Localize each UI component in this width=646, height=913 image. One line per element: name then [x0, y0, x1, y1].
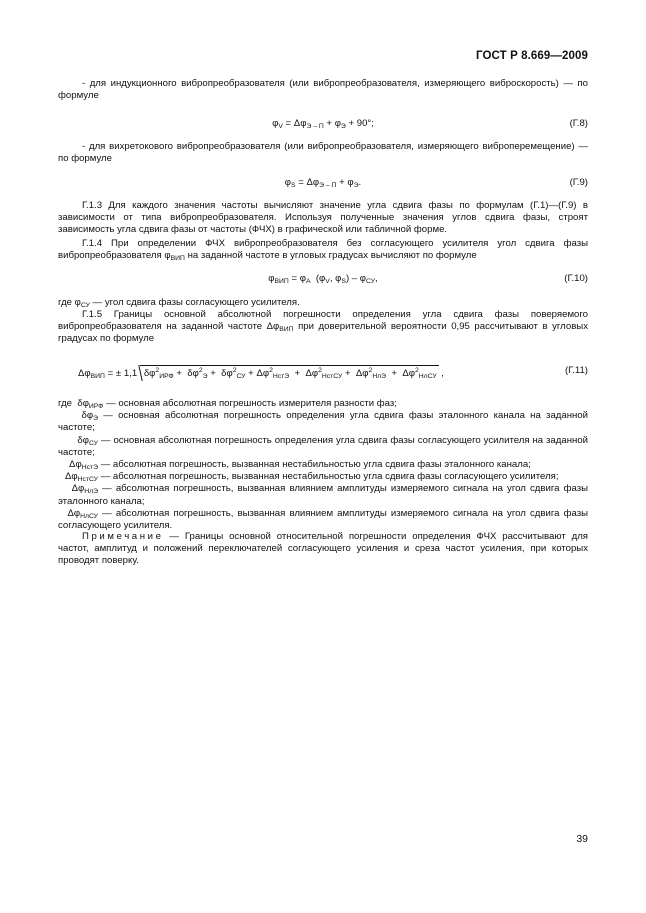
def-symbol: Δφ	[69, 459, 82, 471]
definition-irf	[58, 398, 588, 410]
def-subscript: НлЭ	[84, 488, 98, 496]
where-label: где	[58, 398, 73, 409]
formula-g10-expression: $\varphi_{ВИП} = \varphi_A$ ($\varphi_V$, $\varphi_S) - \varphi_{СУ}$,	[268, 273, 378, 285]
formula-g9-expression: $\varphi_S = \Delta\varphi_{Э - П} + \varphi_Э$.	[284, 177, 362, 189]
paragraph-induction: - для индукционного вибропреобразователя (или вибропреобразователя, измеряющего виброскорость) — по формуле	[58, 78, 588, 102]
def-symbol: Δφ	[64, 471, 78, 483]
def-symbol: δφ	[81, 410, 94, 422]
p4-text-b: на заданной частоте в угловых градусах вычисляют по формуле	[184, 250, 477, 262]
def-text: — основная абсолютная погрешность определения угла сдвига фазы согласующего усилителя на заданной частоте;	[58, 434, 588, 458]
def-symbol: Δφ	[67, 507, 81, 519]
p4-text-a: Г.1.4 При определении ФЧХ вибропреобразователя без согласующего усилителя угол сдвига фазы вибропреобразователя φ	[58, 238, 588, 262]
def-symbol: Δφ	[71, 483, 85, 495]
def-text: — абсолютная погрешность, вызванная влиянием амплитуды измеряемого сигнала на угол сдвига фазы согласующего усилителя.	[58, 507, 588, 532]
def-subscript: НлСУ	[80, 512, 98, 520]
note-label: Примечание	[82, 531, 164, 542]
definition-nst-e	[58, 459, 588, 471]
standard-header: ГОСТ Р 8.669—2009	[476, 50, 588, 62]
definitions-list	[58, 398, 588, 532]
def-text: — абсолютная погрешность, вызванная влиянием амплитуды измеряемого сигнала на угол сдвига фазы эталонного канала;	[58, 483, 588, 507]
def-subscript: НстСУ	[77, 476, 98, 484]
paragraph-g1-4	[58, 238, 588, 262]
formula-g11-expression: $\Delta\varphi_{ВИП}$ = ± 1,1 $\delta\varphi^2_{ИРФ} + \delta\varphi^2_Э + \delta\varphi^2_{СУ} + \Delta\varphi^2_{НстЭ} + \Delta\varphi^2_{НстСУ} + \Delta\varphi^2_{НлЭ} + \Delta\varphi^2_{НлСУ}$ ,	[78, 367, 444, 380]
def-text: — основная абсолютная погрешность определения угла сдвига фазы эталонного канала на заданной частоте;	[58, 410, 588, 434]
p5-text-b: — угол сдвига фазы согласующего усилителя.	[89, 297, 300, 308]
formula-g9-number: (Г.9)	[569, 177, 588, 188]
def-subscript: НстЭ	[81, 464, 98, 472]
paragraph-g1-3: Г.1.3 Для каждого значения частоты вычисляют значение угла сдвига фазы по формулам (Г.1)—(Г.9) в зависимости от типа вибропреобразователя. Используя полученные значения углов сдвига фазы, строят зависимость угла сдвига фазы от частоты (ФЧХ) в графической или табличной форме.	[58, 200, 588, 236]
def-symbol: δφ	[77, 398, 89, 409]
def-symbol: δφ	[77, 434, 89, 446]
formula-g10-number: (Г.10)	[564, 273, 588, 284]
definition-e	[58, 410, 588, 434]
note-text: — Границы основной относительной погрешности определения ФЧХ рассчитывают для частот, амплитуд и положений переключателей согласующего усиления и среза частот усиления, при которых проводят поверку.	[58, 531, 588, 567]
definition-nst-cu	[58, 471, 588, 483]
formula-g11	[58, 365, 588, 385]
def-text: — основная абсолютная погрешность измерителя разности фаз;	[103, 398, 397, 409]
p5-sub: СУ	[80, 302, 90, 309]
def-subscript: СУ	[88, 439, 98, 447]
square-root: $\delta\varphi^2_{ИРФ} + \delta\varphi^2_Э + \delta\varphi^2_{СУ} + \Delta\varphi^2_{НстЭ} + \Delta\varphi^2_{НстСУ} + \Delta\varphi^2_{НлЭ} + \Delta\varphi^2_{НлСУ}$	[140, 365, 439, 379]
p6-text-b: при доверительной вероятности 0,95 рассчитывают в угловых градусах по формуле	[58, 321, 588, 345]
formula-g9	[58, 177, 588, 191]
formula-g8-number: (Г.8)	[569, 118, 588, 129]
p6-text-a: Г.1.5 Границы основной абсолютной погрешности определения угла сдвига фазы поверяемого вибропреобразователя на заданной частоте Δφ	[58, 309, 588, 333]
p6-sub: ВИП	[279, 326, 294, 334]
paragraph-eddy-current: - для вихретокового вибропреобразователя (или вибропреобразователя, измеряющего виброперемещение) — по формуле	[58, 141, 588, 165]
def-subscript: ИРФ	[88, 403, 104, 410]
p4-sub: ВИП	[170, 255, 185, 263]
definition-cu	[58, 435, 588, 459]
formula-g11-coefficient: ± 1,1	[115, 368, 138, 379]
def-text: — абсолютная погрешность, вызванная нестабильностью угла сдвига фазы согласующего усилителя;	[98, 471, 559, 483]
formula-g8	[58, 118, 588, 132]
paragraph-where-cu	[58, 297, 588, 309]
formula-g11-number: (Г.11)	[564, 365, 588, 376]
paragraph-g1-5	[58, 309, 588, 346]
formula-g10	[58, 273, 588, 287]
note-paragraph	[58, 531, 588, 568]
formula-g8-expression: $\varphi_V = \Delta\varphi_{Э - П} + \varphi_Э + 90^\circ$;	[272, 118, 374, 130]
def-subscript: Э	[93, 415, 98, 423]
definition-nl-e	[58, 483, 588, 507]
page-number: 39	[576, 833, 588, 845]
def-text: — абсолютная погрешность, вызванная нестабильностью угла сдвига фазы эталонного канала;	[98, 459, 531, 471]
definition-nl-cu	[58, 508, 588, 532]
p5-text-a: где φ	[58, 297, 81, 308]
